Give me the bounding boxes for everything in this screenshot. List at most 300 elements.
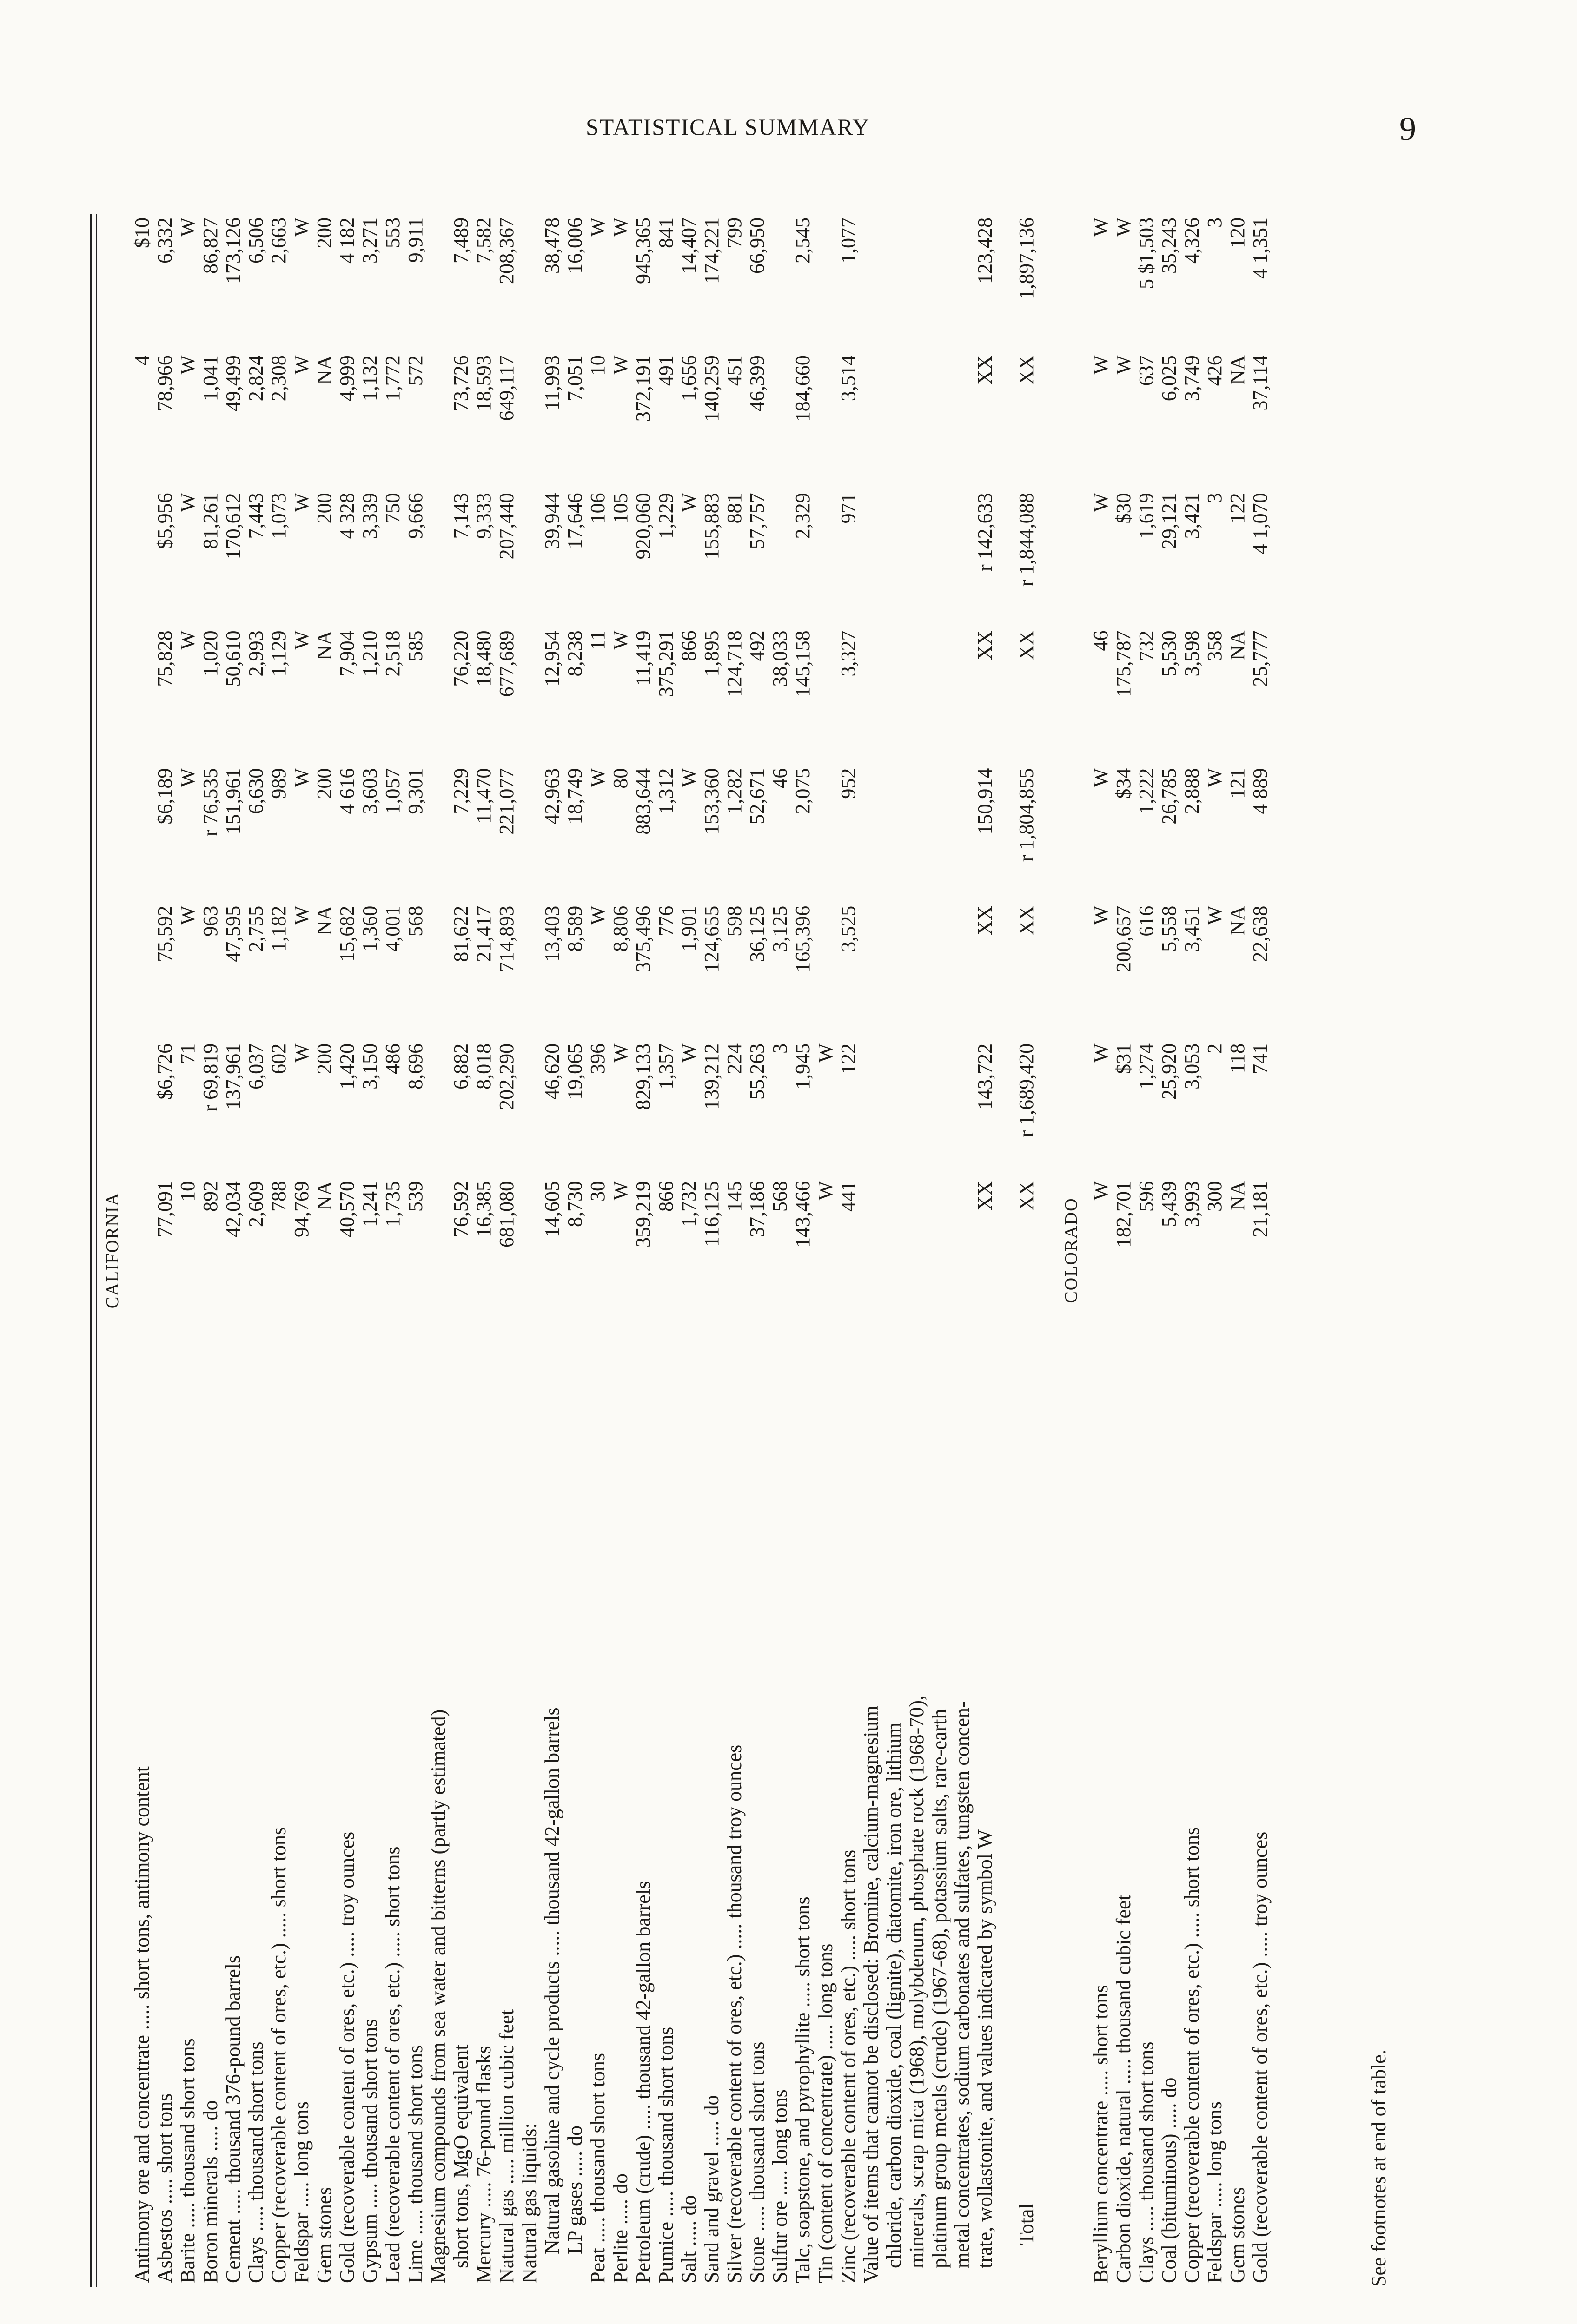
value-cell: $5,956 — [153, 493, 176, 549]
value-cell — [518, 214, 541, 351]
value-cell: 81,261 — [199, 493, 222, 549]
value-cell: 681,080 — [495, 1181, 518, 1248]
value-cell: NA — [1226, 355, 1249, 385]
value-cell: 200 — [313, 218, 336, 248]
table-row — [131, 214, 153, 2287]
leader-dots: ..... — [746, 2200, 769, 2237]
value-cell: 29,121 — [1158, 493, 1180, 549]
leader-dots: ..... — [723, 1918, 746, 1954]
row-unit: do — [563, 2125, 586, 2146]
value-cell: 38,033 — [769, 630, 791, 687]
value-cell: 55,263 — [746, 1043, 769, 1100]
table-row — [1249, 214, 1272, 2287]
row-label-cell — [313, 1315, 336, 2287]
value-cell: r 69,819 — [199, 1043, 222, 1112]
value-cell: 76,220 — [450, 630, 472, 687]
row-unit: 76-pound flasks — [472, 2046, 495, 2177]
value-cell: W — [1203, 768, 1226, 788]
total-value-cell: 1,897,136 — [1015, 218, 1038, 299]
value-cell: NA — [1226, 1181, 1249, 1211]
value-cell: W — [1089, 218, 1112, 237]
row-label-cell — [336, 1315, 358, 2287]
row-item-name: Feldspar — [290, 2212, 313, 2283]
value-cell: 224 — [723, 1043, 746, 1074]
value-cell: 11,419 — [632, 630, 655, 686]
value-cell: 49,499 — [222, 355, 245, 412]
row-item-name: Beryllium concentrate — [1089, 2100, 1112, 2283]
value-cell: 1,222 — [1135, 768, 1158, 814]
total-value-cell: r 1,689,420 — [1015, 1043, 1038, 1137]
value-cell: 123,428 — [974, 218, 996, 284]
value-cell: 36,125 — [746, 905, 769, 962]
value-cell: 121 — [1226, 768, 1249, 799]
row-label-cell — [495, 1315, 518, 2287]
value-cell: 3,993 — [1180, 1181, 1203, 1227]
leader-dots: ..... — [586, 2212, 609, 2248]
value-cell: W — [290, 218, 313, 237]
leader-dots: ..... — [837, 1930, 860, 1966]
value-cell — [518, 627, 541, 764]
value-cell: 3,327 — [837, 630, 860, 677]
value-cell: 143,722 — [974, 1043, 996, 1110]
value-cell: 182,701 — [1112, 1181, 1135, 1248]
value-cell: 2,609 — [245, 1181, 267, 1227]
value-cell: 11,993 — [541, 355, 563, 411]
value-cell — [905, 902, 928, 1040]
table-row — [222, 214, 245, 2287]
value-cell: 153,360 — [700, 768, 723, 835]
value-cell — [951, 1177, 974, 1315]
value-cell: 892 — [199, 1181, 222, 1212]
row-item-name: Tin (content of concentrate) — [814, 2055, 837, 2283]
value-cell: 42,963 — [541, 768, 563, 825]
value-cell: 8,238 — [563, 630, 586, 677]
value-cell: W — [586, 768, 609, 788]
row-label-cell — [677, 1315, 700, 2287]
value-cell: 30 — [586, 1181, 609, 1202]
value-cell: 50,610 — [222, 630, 245, 687]
table-row — [495, 214, 518, 2287]
leader-dots: ..... — [1180, 1907, 1203, 1943]
value-cell: 200 — [313, 1043, 336, 1074]
statistical-summary-table — [93, 214, 1272, 2287]
value-cell: 14,605 — [541, 1181, 563, 1237]
table-row — [267, 214, 290, 2287]
row-item-name: Barite — [176, 2233, 199, 2283]
value-cell: 486 — [381, 1043, 404, 1074]
value-cell: 202,290 — [495, 1043, 518, 1110]
value-cell: r 76,535 — [199, 768, 222, 837]
table-row — [814, 214, 837, 2287]
table-row — [700, 214, 723, 2287]
value-cell: W — [609, 1043, 632, 1063]
value-cell: 37,186 — [746, 1181, 769, 1237]
value-cell — [518, 1040, 541, 1177]
value-cell: 1,274 — [1135, 1043, 1158, 1089]
row-label-cell — [199, 1315, 222, 2287]
value-cell: 137,961 — [222, 1043, 245, 1110]
value-cell — [882, 489, 905, 627]
leader-dots: ..... — [358, 2178, 381, 2214]
row-unit: thousand troy ounces — [723, 1744, 746, 1919]
value-cell: 207,440 — [495, 493, 518, 560]
value-cell: 598 — [723, 905, 746, 937]
value-cell: 585 — [404, 630, 427, 661]
value-cell: 200,657 — [1112, 905, 1135, 972]
leader-dots: ..... — [245, 2200, 267, 2237]
table-row — [358, 214, 381, 2287]
value-cell: 1,182 — [267, 905, 290, 952]
value-cell: 3,053 — [1180, 1043, 1203, 1089]
value-cell: 1,057 — [381, 768, 404, 814]
value-cell: 4 1,070 — [1249, 493, 1272, 555]
value-cell: NA — [313, 905, 336, 936]
value-cell: 1,945 — [791, 1043, 814, 1089]
value-cell — [427, 627, 450, 764]
row-unit: long tons — [814, 1943, 837, 2020]
row-unit: thousand short tons — [655, 2027, 677, 2186]
value-cell — [814, 351, 837, 489]
value-cell: 3 — [1203, 218, 1226, 228]
value-cell: 1,895 — [700, 630, 723, 677]
value-cell: 3,525 — [837, 905, 860, 952]
value-cell — [928, 627, 951, 764]
value-cell: 553 — [381, 218, 404, 248]
value-cell — [860, 902, 882, 1040]
value-cell: W — [1112, 355, 1135, 375]
value-cell: W — [677, 493, 700, 512]
value-cell: 1,656 — [677, 355, 700, 402]
value-cell: 649,117 — [495, 355, 518, 421]
value-cell: 46 — [769, 768, 791, 789]
table-row — [153, 214, 176, 2287]
value-cell: 2,993 — [245, 630, 267, 677]
value-cell: W — [677, 1043, 700, 1063]
value-cell: 375,291 — [655, 630, 677, 697]
row-label-cell — [1112, 1315, 1135, 2287]
value-cell — [131, 627, 153, 764]
value-cell: $31 — [1112, 1043, 1135, 1074]
leader-dots: ..... — [541, 1925, 563, 1961]
row-label-cell — [222, 1315, 245, 2287]
value-cell: 741 — [1249, 1043, 1272, 1074]
value-cell: 2,075 — [791, 768, 814, 814]
row-item-name: Zinc (recoverable content of ores, etc.) — [837, 1966, 860, 2283]
value-cell: 9,666 — [404, 493, 427, 539]
value-cell: 150,914 — [974, 768, 996, 835]
value-cell: 118 — [1226, 1043, 1249, 1074]
row-label-cell — [700, 1315, 723, 2287]
value-cell: 359,219 — [632, 1181, 655, 1248]
value-cell: 25,920 — [1158, 1043, 1180, 1100]
value-cell: 829,133 — [632, 1043, 655, 1110]
value-cell: 10 — [176, 1181, 199, 1202]
value-cell: 426 — [1203, 355, 1226, 386]
value-cell: 441 — [837, 1181, 860, 1212]
value-cell: 3,603 — [358, 768, 381, 814]
table-row — [427, 214, 450, 2287]
value-cell: 2,329 — [791, 493, 814, 539]
table-row — [928, 214, 951, 2287]
value-cell — [951, 1040, 974, 1177]
value-cell: 4,999 — [336, 355, 358, 402]
value-cell — [427, 902, 450, 1040]
leader-dots: ..... — [769, 2165, 791, 2201]
value-cell: 155,883 — [700, 493, 723, 560]
leader-dots: ..... — [176, 2197, 199, 2233]
row-label-cell — [655, 1315, 677, 2287]
value-cell: 1,312 — [655, 768, 677, 814]
value-cell: 165,396 — [791, 905, 814, 972]
value-cell: W — [176, 630, 199, 650]
value-cell — [928, 351, 951, 489]
value-cell: 1,357 — [655, 1043, 677, 1089]
row-label-cell — [1135, 1315, 1158, 2287]
value-cell: 173,126 — [222, 218, 245, 284]
value-cell: 539 — [404, 1181, 427, 1212]
leader-dots: ..... — [267, 1907, 290, 1943]
leader-dots: ..... — [404, 2204, 427, 2240]
value-cell: 3,514 — [837, 355, 860, 402]
value-cell: 602 — [267, 1043, 290, 1074]
value-cell: 3 — [1203, 493, 1226, 503]
row-item-name: Carbon dioxide, natural — [1112, 2089, 1135, 2283]
value-cell — [427, 489, 450, 627]
value-cell: 3,598 — [1180, 630, 1203, 677]
value-cell: 4 — [131, 355, 153, 366]
leader-dots: ..... — [700, 2115, 723, 2152]
value-cell — [905, 1177, 928, 1315]
running-header: STATISTICAL SUMMARY — [586, 114, 870, 140]
value-cell — [131, 489, 153, 627]
row-item-name: chloride, carbon dioxide, coal (lignite), diatomite, iron ore, lithium — [882, 1722, 905, 2268]
value-cell: 750 — [381, 493, 404, 524]
row-unit: troy ounces — [1249, 1831, 1272, 1927]
value-cell: 3,451 — [1180, 905, 1203, 952]
leader-dots: ..... — [336, 1926, 358, 1962]
row-item-name: Gold (recoverable content of ores, etc.) — [336, 1962, 358, 2283]
value-cell — [928, 1177, 951, 1315]
value-cell: 616 — [1135, 905, 1158, 937]
row-item-name: Pumice — [655, 2222, 677, 2283]
value-cell: W — [1203, 905, 1226, 925]
row-label-cell — [837, 1315, 860, 2287]
value-cell — [427, 351, 450, 489]
table-row — [677, 214, 700, 2287]
section-heading: COLORADO — [1061, 1197, 1081, 1303]
row-label-cell — [518, 1315, 541, 2287]
value-cell: W — [1089, 768, 1112, 788]
value-cell: 25,777 — [1249, 630, 1272, 687]
value-cell: 15,682 — [336, 905, 358, 962]
value-cell: 139,212 — [700, 1043, 723, 1110]
leader-dots: ..... — [814, 2019, 837, 2055]
value-cell: 776 — [655, 905, 677, 937]
value-cell: 375,496 — [632, 905, 655, 972]
row-unit: thousand 376-pound barrels — [222, 1955, 245, 2184]
value-cell: 6,332 — [153, 218, 176, 264]
value-cell — [860, 214, 882, 351]
value-cell: 4 1,351 — [1249, 218, 1272, 279]
value-cell: W — [1089, 905, 1112, 925]
value-cell: 11 — [586, 630, 609, 650]
row-label-cell — [381, 1315, 404, 2287]
value-cell: 122 — [1226, 493, 1249, 524]
value-cell: 1,282 — [723, 768, 746, 814]
leader-dots: ..... — [1135, 2200, 1158, 2237]
value-cell: 2,308 — [267, 355, 290, 402]
value-cell: 175,787 — [1112, 630, 1135, 697]
total-label: Total — [1015, 2203, 1038, 2245]
value-cell: 788 — [267, 1181, 290, 1212]
value-cell: XX — [974, 630, 996, 660]
value-cell: W — [609, 1181, 632, 1201]
value-cell: 4,001 — [381, 905, 404, 952]
row-item-name: Sulfur ore — [769, 2200, 791, 2283]
row-item-name: Natural gas — [495, 2189, 518, 2283]
row-label-cell — [176, 1315, 199, 2287]
value-cell: 9,301 — [404, 768, 427, 814]
value-cell — [905, 765, 928, 902]
value-cell: 2,518 — [381, 630, 404, 677]
row-label-cell — [267, 1315, 290, 2287]
value-cell: 22,638 — [1249, 905, 1272, 962]
value-cell: 140,259 — [700, 355, 723, 422]
value-cell — [951, 627, 974, 764]
row-unit: short tons — [1180, 1827, 1203, 1908]
row-unit: do — [677, 2195, 700, 2216]
leader-dots: ..... — [290, 2177, 313, 2213]
total-value-cell: r 1,804,855 — [1015, 768, 1038, 862]
value-cell: 200 — [313, 768, 336, 799]
value-cell — [427, 1040, 450, 1177]
table-row — [290, 214, 313, 2287]
row-label-cell — [1226, 1315, 1249, 2287]
row-unit: thousand short tons — [176, 2038, 199, 2198]
value-cell — [769, 214, 791, 351]
row-unit: thousand short tons — [245, 2041, 267, 2201]
value-cell: 17,646 — [563, 493, 586, 549]
value-cell — [518, 1177, 541, 1315]
value-cell — [518, 351, 541, 489]
row-label-cell — [358, 1315, 381, 2287]
value-cell: 16,006 — [563, 218, 586, 274]
value-cell: 1,420 — [336, 1043, 358, 1089]
value-cell: $34 — [1112, 768, 1135, 799]
value-cell — [860, 1177, 882, 1315]
value-cell: 677,689 — [495, 630, 518, 697]
value-cell: 8,696 — [404, 1043, 427, 1089]
table-row — [404, 214, 427, 2287]
value-cell: 989 — [267, 768, 290, 799]
section-heading-row — [1052, 214, 1089, 2287]
value-cell: 57,757 — [746, 493, 769, 549]
value-cell: W — [1089, 1043, 1112, 1063]
value-cell: W — [176, 355, 199, 375]
value-cell: 12,954 — [541, 630, 563, 687]
row-unit: thousand short tons — [586, 2053, 609, 2212]
table-row — [1203, 214, 1226, 2287]
value-cell: 40,570 — [336, 1181, 358, 1237]
value-cell: W — [586, 905, 609, 925]
row-unit: thousand short tons — [746, 2041, 769, 2201]
row-label-cell — [1158, 1315, 1180, 2287]
section-heading-row — [93, 214, 131, 2287]
row-item-name: Gem stones — [313, 2187, 336, 2283]
value-cell: 2,824 — [245, 355, 267, 402]
value-cell: 94,769 — [290, 1181, 313, 1237]
value-cell: NA — [313, 1181, 336, 1211]
value-cell — [905, 214, 928, 351]
table-row — [655, 214, 677, 2287]
value-cell — [882, 1177, 905, 1315]
value-cell: 80 — [609, 768, 632, 789]
row-label-cell — [632, 1315, 655, 2287]
total-value-cell: XX — [1015, 355, 1038, 385]
value-cell — [860, 489, 882, 627]
value-cell — [427, 214, 450, 351]
value-cell: 77,091 — [153, 1181, 176, 1237]
value-cell: 86,827 — [199, 218, 222, 274]
row-unit: short tons — [791, 1896, 814, 1977]
row-unit: troy ounces — [336, 1831, 358, 1927]
value-cell: 42,034 — [222, 1181, 245, 1237]
value-cell: 116,125 — [700, 1181, 723, 1247]
value-cell: 221,077 — [495, 768, 518, 835]
value-cell: 4 889 — [1249, 768, 1272, 814]
value-cell: 2 — [1203, 1043, 1226, 1054]
value-cell: NA — [1226, 630, 1249, 660]
leader-dots: ..... — [131, 1999, 153, 2035]
table-row — [586, 214, 609, 2287]
value-cell — [860, 627, 882, 764]
value-cell: W — [586, 218, 609, 237]
value-cell: 120 — [1226, 218, 1249, 248]
value-cell: XX — [974, 905, 996, 936]
value-cell: 6,882 — [450, 1043, 472, 1089]
row-label-cell — [1203, 1315, 1226, 2287]
value-cell: 945,365 — [632, 218, 655, 284]
table-row — [199, 214, 222, 2287]
value-cell: 4,326 — [1180, 218, 1203, 264]
value-cell: 5,530 — [1158, 630, 1180, 677]
row-unit: thousand short tons — [1135, 2041, 1158, 2201]
table-row — [860, 214, 882, 2287]
value-cell: 47,595 — [222, 905, 245, 962]
row-label-cell — [769, 1315, 791, 2287]
value-cell — [769, 351, 791, 489]
value-cell: 16,385 — [472, 1181, 495, 1237]
value-cell: W — [609, 355, 632, 375]
total-row — [996, 214, 1052, 2287]
value-cell: 568 — [769, 1181, 791, 1212]
value-cell: 7,489 — [450, 218, 472, 264]
table-row — [1089, 214, 1112, 2287]
value-cell — [928, 214, 951, 351]
value-cell: 8,730 — [563, 1181, 586, 1227]
value-cell: 7,582 — [472, 218, 495, 264]
value-cell: 799 — [723, 218, 746, 248]
row-label-cell — [586, 1315, 609, 2287]
leader-dots: ..... — [495, 2153, 518, 2190]
row-unit: long tons — [1203, 2101, 1226, 2177]
value-cell — [905, 351, 928, 489]
value-cell: 971 — [837, 493, 860, 524]
row-unit: do — [1158, 2077, 1180, 2098]
table-row — [723, 214, 746, 2287]
leader-dots: ..... — [563, 2146, 586, 2182]
row-unit: short tons — [381, 1846, 404, 1927]
